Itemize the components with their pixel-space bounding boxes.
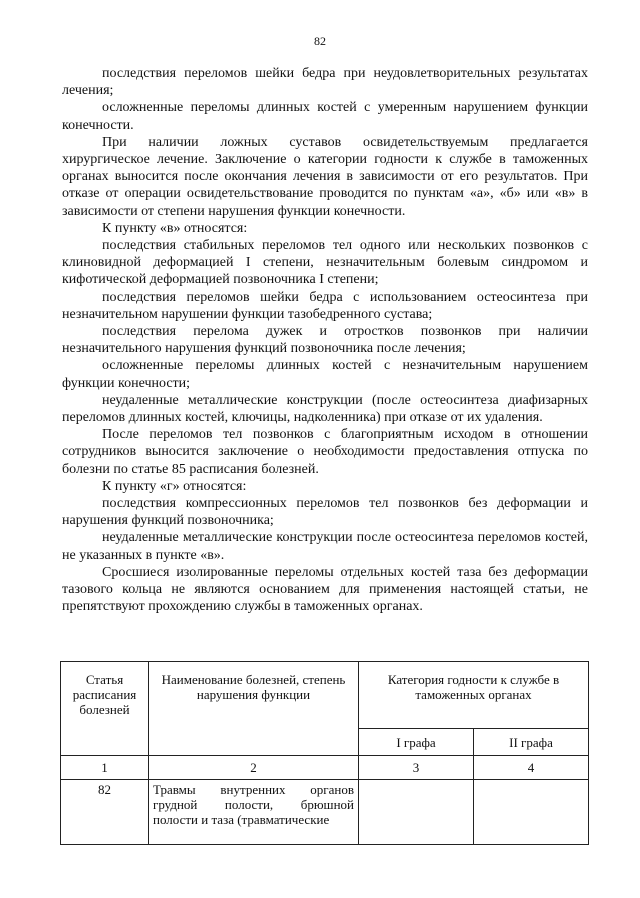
column-number: 3 (359, 756, 474, 780)
header-article: Статья расписания болезней (61, 662, 149, 756)
header-grade-2: II графа (474, 729, 589, 756)
paragraph: К пункту «в» относятся: (102, 220, 248, 236)
paragraph: последствия переломов шейки бедра при неудовлетворительных результатах лечения; (62, 66, 588, 99)
paragraph: неудаленные металлические конструкции (после остеосинтеза диафизарных переломов длинных костей, ключицы, надколенника) при отказе от их удаления. (62, 392, 588, 426)
grade-1-cell (359, 780, 474, 845)
column-number: 2 (149, 756, 359, 780)
page-number: 82 (314, 34, 326, 48)
paragraph: последствия компрессионных переломов тел позвонков без деформации и нарушения функций позвоночника; (62, 496, 588, 529)
paragraph: При наличии ложных суставов освидетельствуемым предлагается хирургическое лечение. Заключение о категории годности к службе в таможенных органах выносится после окончания лечения в зависимости от его результатов. При отказе от операции освидетельствование проводится по пунктам «а», «б» или «в» в зависимости от степени нарушения функции конечности. (62, 134, 588, 219)
document-body (62, 65, 588, 616)
paragraph: последствия стабильных переломов тел одного или нескольких позвонков с клиновидной деформацией I степени, незначительным болевым синдромом и кифотической деформацией позвоночника I степени; (62, 238, 588, 288)
disease-description-text: Травмы внутренних органов грудной полости, брюшной (153, 782, 354, 812)
disease-description (149, 780, 359, 845)
disease-schedule-table (60, 661, 589, 845)
paragraph: После переломов тел позвонков с благоприятным исходом в отношении сотрудников выносится заключение о необходимости предоставления отпуска по болезни по статье 85 расписания болезней. (62, 427, 588, 477)
paragraph: осложненные переломы длинных костей с незначительным нарушением функции конечности; (62, 358, 588, 391)
header-fitness-category: Категория годности к службе в таможенных органах (359, 662, 589, 729)
paragraph: последствия перелома дужек и отростков позвонков при наличии незначительного нарушения функций позвоночника после лечения; (62, 324, 588, 357)
paragraph: неудаленные металлические конструкции после остеосинтеза переломов костей, не указанных в пункте «в». (62, 530, 588, 563)
header-disease-name: Наименование болезней, степень нарушения функции (149, 662, 359, 756)
paragraph: осложненные переломы длинных костей с умеренным нарушением функции конечности. (62, 100, 588, 133)
column-number: 4 (474, 756, 589, 780)
paragraph: Сросшиеся изолированные переломы отдельных костей таза без деформации тазового кольца не являются основанием для применения настоящей статьи, не препятствуют прохождению службы в таможенных органах. (62, 564, 588, 615)
article-number: 82 (61, 780, 149, 845)
paragraph: К пункту «г» относятся: (102, 478, 247, 494)
table-column-numbers-row (61, 756, 589, 780)
header-grade-1: I графа (359, 729, 474, 756)
paragraph: последствия переломов шейки бедра с использованием остеосинтеза при незначительном нарушении функции тазобедренного сустава; (62, 289, 588, 322)
table-header-row (61, 662, 589, 729)
grade-2-cell (474, 780, 589, 845)
table-row (61, 780, 589, 845)
column-number: 1 (61, 756, 149, 780)
disease-description-continued: полости и таза (травматические (153, 812, 330, 827)
